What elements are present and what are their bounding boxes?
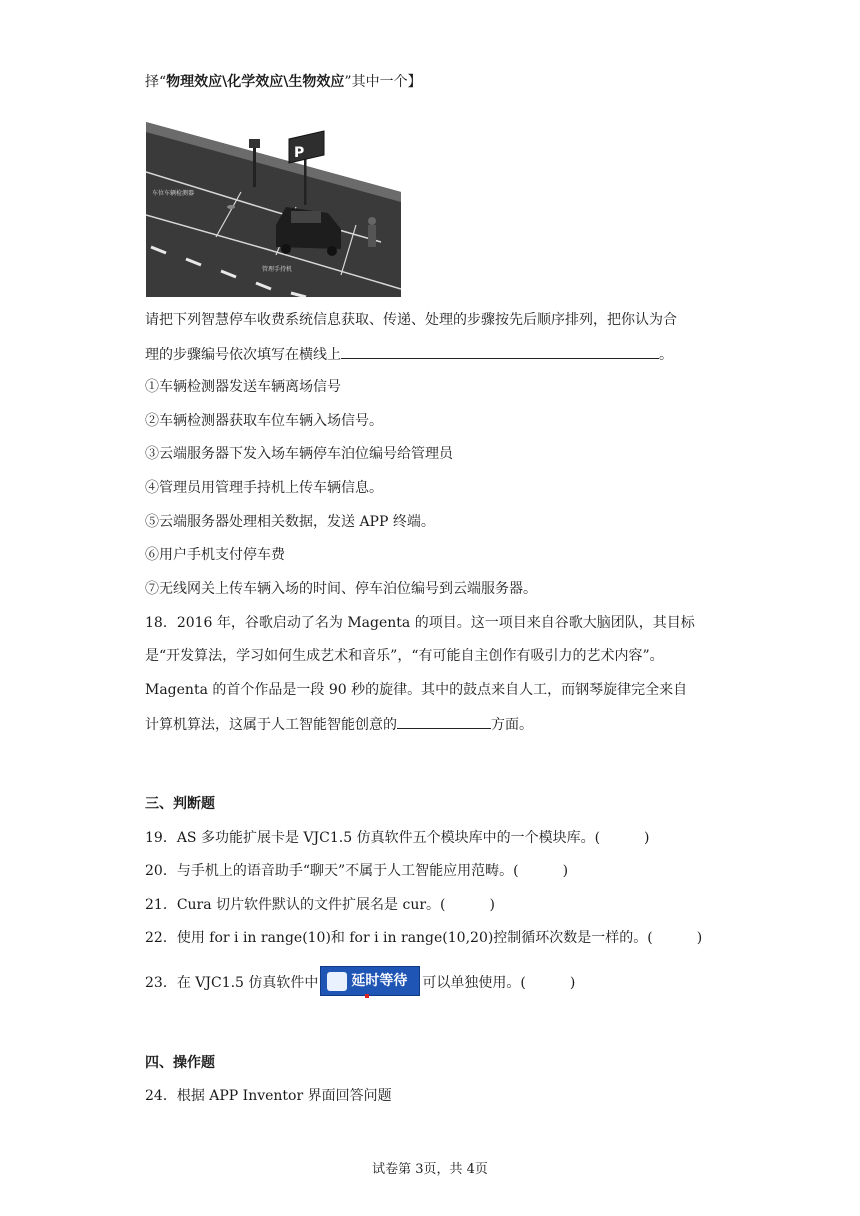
q21 [145,895,495,915]
q18-line3: Magenta 的首个作品是一段 90 秒的旋律。其中的鼓点来自人工，而钢琴旋律完全来自 [145,682,688,698]
q20-text: 20．与手机上的语音助手“聊天”不属于人工智能应用范畴。( [145,863,519,879]
q19-text: 19．AS 多功能扩展卡是 VJC1.5 仿真软件五个模块库中的一个模块库。( [145,830,601,846]
parking-sign-letter: P [294,145,305,161]
detector-label: 车位车辆检测器 [152,190,195,197]
q20 [145,861,568,881]
step-item: ①车辆检测器发送车辆离场信号 [145,379,341,395]
q18-line1: 18．2016 年，谷歌启动了名为 Magenta 的项目。这一项目来自谷歌大脑团队，其目标 [145,615,695,631]
q22-close: ) [696,930,703,946]
q24: 24．根据 APP Inventor 界面回答问题 [145,1088,392,1104]
q20-close: ) [562,863,569,879]
q18-line2: 是“开发算法，学习如何生成艺术和音乐”，“有可能自主创作有吸引力的艺术内容”。 [145,648,664,664]
section3-title: 三、判断题 [145,796,215,812]
q19-close: ) [644,830,650,846]
q17-tail-line [145,72,422,92]
q17-question-line2 [145,344,673,365]
step-item: ⑤云端服务器处理相关数据，发送 APP 终端。 [145,514,435,530]
step-item: ⑥用户手机支付停车费 [145,547,285,563]
q17-tail-prefix: 择“ [145,74,167,90]
handheld-label: 管理手持机 [262,266,293,273]
q17-tail-suffix: ”其中一个】 [344,74,422,90]
q22 [145,928,702,948]
q17-question-line1: 请把下列智慧停车收费系统信息获取、传递、处理的步骤按先后顺序排列，把你认为合 [145,312,677,328]
q22-text: 22．使用 for i in range(10)和 for i in range(10,20)控制循环次数是一样的。( [145,930,653,946]
q18-line4 [145,714,533,735]
q23-close: ) [569,975,576,991]
q17-answer-blank[interactable] [341,344,659,359]
delay-wait-label: 延时等待 [351,973,408,989]
connector-dot-icon [365,994,369,998]
step-item: ⑦无线网关上传车辆入场的时间、停车泊位编号到云端服务器。 [145,581,537,597]
section4-title: 四、操作题 [145,1055,215,1071]
q23-suffix: 可以单独使用。( [422,975,526,991]
q23 [145,968,575,998]
page-footer: 试卷第 3页，共 4页 [372,1162,488,1177]
step-item: ④管理员用管理手持机上传车辆信息。 [145,480,383,496]
q21-close: ) [489,897,495,913]
q18-answer-blank[interactable] [397,714,491,729]
q18-line4-prefix: 计算机算法，这属于人工智能智能创意的 [145,717,397,733]
q19 [145,828,650,848]
delay-wait-block [320,966,420,996]
q23-prefix: 23．在 VJC1.5 仿真软件中 [145,975,319,991]
q17-line2-prefix: 理的步骤编号依次填写在横线上 [145,347,341,363]
parking-lot-photo [146,97,401,297]
q18-line4-suffix: 方面。 [491,717,533,733]
q17-bold-options: 物理效应\化学效应\生物效应 [166,74,345,90]
q21-text: 21．Cura 切片软件默认的文件扩展名是 cur。( [145,897,446,913]
step-item: ③云端服务器下发入场车辆停车泊位编号给管理员 [145,446,453,462]
q17-line2-suffix: 。 [659,347,673,363]
coffee-cup-icon [327,972,347,991]
step-item: ②车辆检测器获取车位车辆入场信号。 [145,413,383,429]
